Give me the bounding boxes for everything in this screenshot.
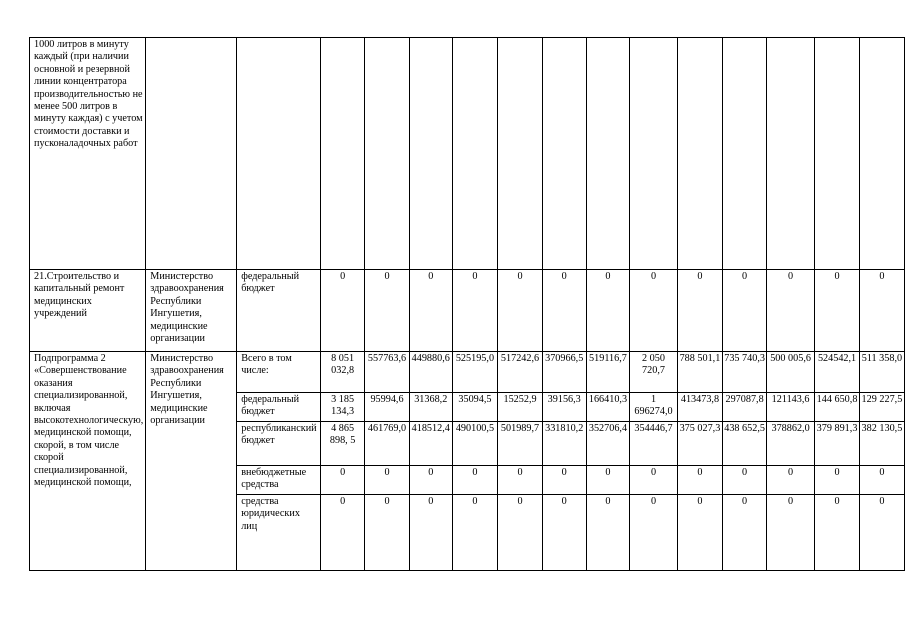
value-cell: 354446,7 [630,422,677,466]
value-cell: 0 [766,466,814,495]
source-cell [237,38,321,270]
value-cell: 15252,9 [498,393,543,422]
source-cell: средства юридических лиц [237,495,321,571]
value-cell: 0 [815,270,860,352]
value-cell: 735 740,3 [723,352,767,393]
funding-table [29,37,905,571]
value-cell: 525195,0 [452,352,498,393]
measure-name-cell: 21.Строительство и капитальный ремонт медицинских учреждений [30,270,146,352]
value-cell: 0 [498,495,543,571]
value-cell: 0 [365,495,410,571]
value-cell: 0 [723,270,767,352]
value-cell: 39156,3 [542,393,586,422]
value-cell: 0 [815,495,860,571]
value-cell: 144 650,8 [815,393,860,422]
value-cell: 8 051 032,8 [321,352,365,393]
value-cell: 0 [723,466,767,495]
value-cell: 517242,6 [498,352,543,393]
value-cell: 0 [452,466,498,495]
value-cell: 0 [586,466,630,495]
value-cell: 0 [586,495,630,571]
source-cell: Всего в том числе: [237,352,321,393]
value-cell: 0 [542,495,586,571]
executor-cell: Министерство здравоохранения Республики Ингушетия, медицинские организации [146,352,237,571]
source-cell: внебюджетные средства [237,466,321,495]
value-cell: 438 652,5 [723,422,767,466]
value-cell: 0 [586,270,630,352]
measure-name-cell: 1000 литров в минуту каждый (при наличии основной и резервной линии концентратора производительностью не менее 500 литров в минуту каждая) с учетом стоимости доставки и пусконаладочных работ [30,38,146,270]
value-cell: 0 [498,270,543,352]
value-cell: 524542,1 [815,352,860,393]
executor-cell [146,38,237,270]
source-cell: федеральный бюджет [237,393,321,422]
value-cell: 0 [630,495,677,571]
value-cell: 4 865 898, 5 [321,422,365,466]
value-cell: 413473,8 [677,393,723,422]
value-cell: 0 [409,495,452,571]
value-cell: 121143,6 [766,393,814,422]
value-cell: 0 [321,495,365,571]
value-cell: 370966,5 [542,352,586,393]
value-cell: 788 501,1 [677,352,723,393]
source-cell: республиканский бюджет [237,422,321,466]
value-cell: 0 [723,495,767,571]
value-cell: 449880,6 [409,352,452,393]
value-cell: 0 [498,466,543,495]
value-cell: 0 [321,270,365,352]
value-cell: 3 185 134,3 [321,393,365,422]
value-cell: 95994,6 [365,393,410,422]
value-cell: 0 [815,466,860,495]
value-cell: 297087,8 [723,393,767,422]
value-cell: 382 130,5 [859,422,904,466]
value-cell: 352706,4 [586,422,630,466]
table-row [30,352,905,393]
value-cell: 0 [677,495,723,571]
value-cell: 0 [766,270,814,352]
value-cell: 129 227,5 [859,393,904,422]
value-cell: 511 358,0 [859,352,904,393]
value-cell: 0 [630,270,677,352]
value-cell: 2 050 720,7 [630,352,677,393]
value-cell: 0 [452,495,498,571]
value-cell: 0 [859,495,904,571]
value-cell: 0 [677,466,723,495]
value-cell: 379 891,3 [815,422,860,466]
value-cell: 35094,5 [452,393,498,422]
value-cell: 418512,4 [409,422,452,466]
value-cell: 490100,5 [452,422,498,466]
table-row [30,38,905,270]
value-cell: 0 [542,270,586,352]
value-cell: 557763,6 [365,352,410,393]
value-cell: 519116,7 [586,352,630,393]
executor-cell: Министерство здравоохранения Республики Ингушетия, медицинские организации [146,270,237,352]
value-cell: 461769,0 [365,422,410,466]
value-cell: 331810,2 [542,422,586,466]
value-cell: 0 [630,466,677,495]
value-cell: 500 005,6 [766,352,814,393]
subprogram-name-cell: Подпрограмма 2 «Совершенствование оказания специализированной, включая высокотехнологическую, медицинской помощи, скорой, в том числе скорой специализированной, медицинской помощи, [30,352,146,571]
table-row [30,270,905,352]
value-cell: 375 027,3 [677,422,723,466]
value-cell: 0 [365,270,410,352]
value-cell: 0 [859,466,904,495]
value-cell: 0 [409,466,452,495]
value-cell: 501989,7 [498,422,543,466]
value-cell: 0 [365,466,410,495]
value-cell: 0 [542,466,586,495]
value-cell: 0 [409,270,452,352]
value-cell: 0 [452,270,498,352]
value-cell: 31368,2 [409,393,452,422]
value-cell: 0 [859,270,904,352]
value-cell: 1 696274,0 [630,393,677,422]
source-cell: федеральный бюджет [237,270,321,352]
value-cell: 378862,0 [766,422,814,466]
value-cell: 166410,3 [586,393,630,422]
value-cell: 0 [677,270,723,352]
value-cell: 0 [321,466,365,495]
value-cell: 0 [766,495,814,571]
